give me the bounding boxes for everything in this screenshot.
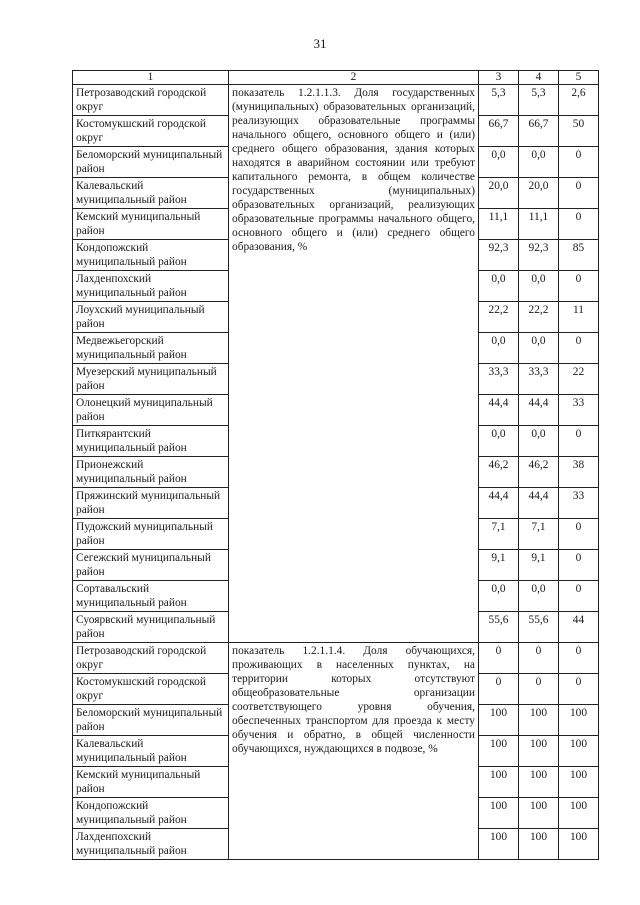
district-name-cell: Муезерский муниципальный район [73,364,229,395]
value-cell-col4: 100 [519,705,559,736]
value-cell-col5: 0 [559,333,599,364]
value-cell-col5: 50 [559,116,599,147]
value-cell-col3: 46,2 [479,457,519,488]
district-name-cell: Пряжинский муниципальный район [73,488,229,519]
district-name-cell: Медвежьегорский муниципальный район [73,333,229,364]
header-row [73,71,599,85]
value-cell-col5: 85 [559,240,599,271]
value-cell-col5: 100 [559,798,599,829]
district-name-cell: Кемский муниципальный район [73,767,229,798]
header-cell: 4 [519,71,559,85]
value-cell-col5: 0 [559,426,599,457]
value-cell-col4: 0,0 [519,581,559,612]
district-name-cell: Олонецкий муниципальный район [73,395,229,426]
district-name-cell: Беломорский муниципальный район [73,147,229,178]
value-cell-col4: 9,1 [519,550,559,581]
value-cell-col4: 5,3 [519,85,559,116]
value-cell-col5: 0 [559,178,599,209]
value-cell-col4: 33,3 [519,364,559,395]
value-cell-col4: 0,0 [519,426,559,457]
value-cell-col5: 11 [559,302,599,333]
district-name-cell: Кемский муниципальный район [73,209,229,240]
value-cell-col3: 92,3 [479,240,519,271]
district-name-cell: Калевальский муниципальный район [73,736,229,767]
value-cell-col4: 100 [519,829,559,860]
value-cell-col5: 0 [559,550,599,581]
district-name-cell: Сортавальский муниципальный район [73,581,229,612]
value-cell-col5: 100 [559,767,599,798]
value-cell-col4: 0,0 [519,271,559,302]
value-cell-col4: 92,3 [519,240,559,271]
value-cell-col4: 44,4 [519,488,559,519]
value-cell-col3: 0,0 [479,147,519,178]
district-name-cell: Лахденпохский муниципальный район [73,271,229,302]
value-cell-col4: 0,0 [519,333,559,364]
value-cell-col3: 44,4 [479,395,519,426]
value-cell-col3: 66,7 [479,116,519,147]
district-name-cell: Петрозаводский городской округ [73,85,229,116]
value-cell-col5: 33 [559,488,599,519]
value-cell-col5: 0 [559,581,599,612]
table-body [73,71,599,860]
value-cell-col3: 100 [479,798,519,829]
value-cell-col5: 38 [559,457,599,488]
value-cell-col4: 0 [519,674,559,705]
header-cell: 5 [559,71,599,85]
value-cell-col4: 7,1 [519,519,559,550]
value-cell-col5: 2,6 [559,85,599,116]
value-cell-col4: 22,2 [519,302,559,333]
district-name-cell: Питкярантский муниципальный район [73,426,229,457]
district-name-cell: Костомукшский городской округ [73,116,229,147]
value-cell-col3: 55,6 [479,612,519,643]
value-cell-col5: 0 [559,271,599,302]
district-name-cell: Беломорский муниципальный район [73,705,229,736]
header-cell: 3 [479,71,519,85]
table-row [73,643,599,674]
value-cell-col4: 46,2 [519,457,559,488]
value-cell-col5: 22 [559,364,599,395]
table-row [73,85,599,116]
value-cell-col3: 20,0 [479,178,519,209]
value-cell-col3: 100 [479,705,519,736]
value-cell-col5: 0 [559,643,599,674]
value-cell-col4: 100 [519,798,559,829]
value-cell-col4: 55,6 [519,612,559,643]
value-cell-col5: 100 [559,705,599,736]
value-cell-col3: 0 [479,674,519,705]
value-cell-col4: 100 [519,767,559,798]
value-cell-col4: 66,7 [519,116,559,147]
district-name-cell: Кондопожский муниципальный район [73,798,229,829]
indicator-description-cell: показатель 1.2.1.1.3. Доля государственных (муниципальных) образовательных организаций, реализующих образовательные программы начального общего, основного общего и (или) среднего общего образования, здания которых находятся в аварийном состоянии или требуют капитального ремонта, в общем количестве государственных (муниципальных) образовательных организаций, реализующих образовательные программы начального общего, основного общего и (или) среднего общего образования, % [229,85,479,643]
district-name-cell: Кондопожский муниципальный район [73,240,229,271]
district-name-cell: Лахденпохский муниципальный район [73,829,229,860]
value-cell-col3: 22,2 [479,302,519,333]
value-cell-col4: 20,0 [519,178,559,209]
header-cell: 2 [229,71,479,85]
value-cell-col3: 11,1 [479,209,519,240]
district-name-cell: Петрозаводский городской округ [73,643,229,674]
district-name-cell: Калевальский муниципальный район [73,178,229,209]
value-cell-col3: 100 [479,767,519,798]
indicator-table [72,70,599,860]
value-cell-col3: 9,1 [479,550,519,581]
header-cell: 1 [73,71,229,85]
district-name-cell: Костомукшский городской округ [73,674,229,705]
value-cell-col3: 5,3 [479,85,519,116]
value-cell-col4: 0,0 [519,147,559,178]
indicator-description-cell: показатель 1.2.1.1.4. Доля обучающихся, проживающих в населенных пунктах, на территории которых отсутствуют общеобразовательные организации соответствующего уровня обучения, обеспеченных транспортом для проезда к месту обучения и обратно, в общей численности обучающихся, нуждающихся в подвозе, % [229,643,479,860]
value-cell-col5: 0 [559,147,599,178]
value-cell-col3: 0,0 [479,581,519,612]
value-cell-col5: 100 [559,736,599,767]
value-cell-col3: 0,0 [479,271,519,302]
value-cell-col3: 0,0 [479,426,519,457]
value-cell-col5: 33 [559,395,599,426]
district-name-cell: Сегежский муниципальный район [73,550,229,581]
district-name-cell: Лоухский муниципальный район [73,302,229,333]
district-name-cell: Пудожский муниципальный район [73,519,229,550]
value-cell-col5: 0 [559,209,599,240]
value-cell-col5: 44 [559,612,599,643]
value-cell-col3: 33,3 [479,364,519,395]
page-number: 31 [313,36,327,51]
value-cell-col4: 11,1 [519,209,559,240]
value-cell-col4: 0 [519,643,559,674]
value-cell-col3: 0 [479,643,519,674]
value-cell-col4: 44,4 [519,395,559,426]
district-name-cell: Прионежский муниципальный район [73,457,229,488]
value-cell-col3: 100 [479,736,519,767]
value-cell-col5: 100 [559,829,599,860]
value-cell-col3: 7,1 [479,519,519,550]
value-cell-col5: 0 [559,674,599,705]
value-cell-col3: 100 [479,829,519,860]
district-name-cell: Суоярвский муниципальный район [73,612,229,643]
value-cell-col5: 0 [559,519,599,550]
value-cell-col3: 44,4 [479,488,519,519]
value-cell-col3: 0,0 [479,333,519,364]
value-cell-col4: 100 [519,736,559,767]
